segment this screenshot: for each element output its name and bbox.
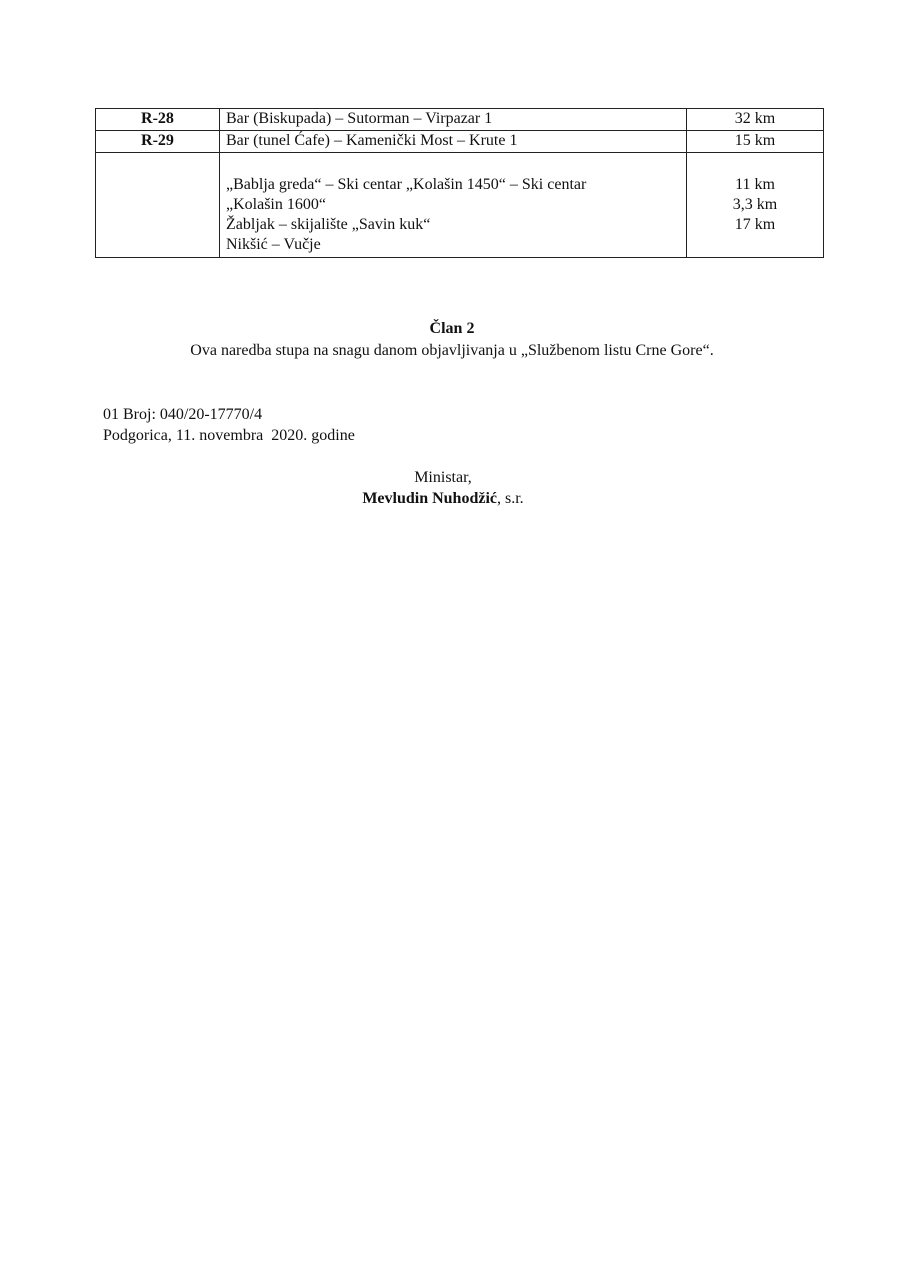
route-code [96,153,220,258]
route-distance: 32 km [687,109,824,131]
route-name-line: Žabljak – skijalište „Savin kuk“ [226,216,431,233]
route-distance: 15 km [687,131,824,153]
table-row [96,109,824,131]
route-name-line: Nikšić – Vučje [226,236,321,253]
document-number: 01 Broj: 040/20-17770/4 [103,406,263,423]
route-distance-line: 3,3 km [732,196,778,213]
signature-title: Ministar, [414,469,472,486]
route-name: Bar (tunel Ćafe) – Kamenički Most – Krute 1 [220,131,687,153]
table-row [96,131,824,153]
routes-table [95,108,824,258]
route-distance-line: 11 km [735,176,775,193]
article-text: Ova naredba stupa na snagu danom objavljivanja u „Službenom listu Crne Gore“. [190,342,714,359]
table-row [96,153,824,258]
route-name-line: „Kolašin 1600“ [226,196,326,213]
signature-name: Mevludin Nuhodžić [362,490,497,507]
route-distance-cell [687,153,824,258]
article-title: Član 2 [429,320,475,337]
signature-block [0,490,886,508]
place-date: Podgorica, 11. novembra 2020. godine [103,427,355,444]
route-code: R-28 [96,109,220,131]
route-distance-line: 17 km [734,216,776,233]
route-name-line: „Bablja greda“ – Ski centar „Kolašin 1450“ – Ski centar [226,176,587,193]
route-name-cell [220,153,687,258]
route-code: R-29 [96,131,220,153]
signature-suffix: , s.r. [497,490,524,507]
route-name: Bar (Biskupada) – Sutorman – Virpazar 1 [220,109,687,131]
